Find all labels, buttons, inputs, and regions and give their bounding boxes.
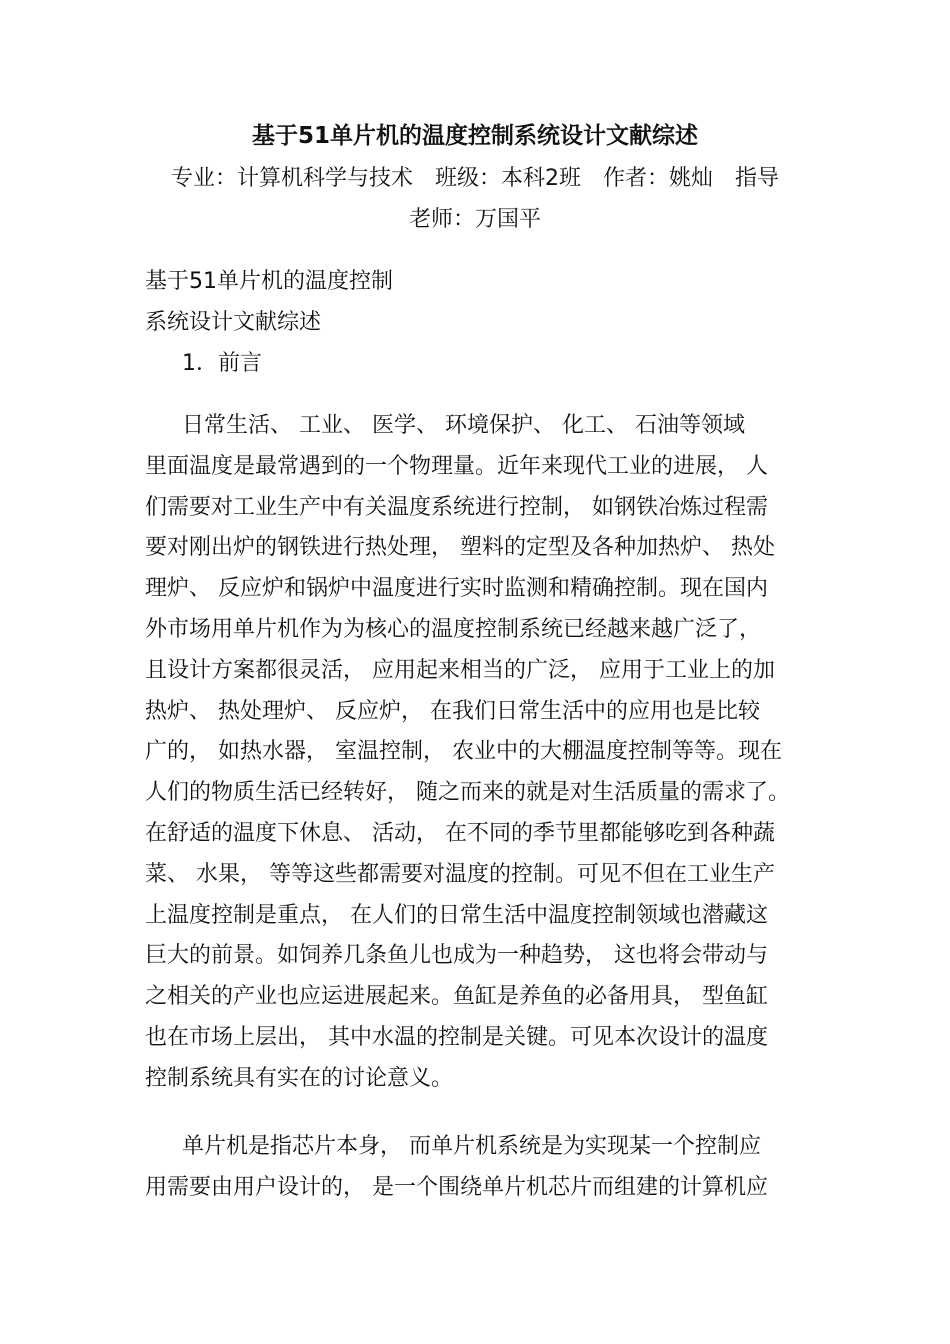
paragraph-line: 之相关的产业也应运进展起来。鱼缸是养鱼的必备用具， 型鱼缸 <box>145 984 768 1010</box>
paragraph-1 <box>145 406 810 1100</box>
paragraph-line: 要对刚出炉的钢铁进行热处理， 塑料的定型及各种加热炉、 热处 <box>145 535 775 561</box>
paragraph-line: 控制系统具有实在的讨论意义。 <box>145 1065 454 1091</box>
byline-author: 作者：姚灿 <box>602 166 713 191</box>
paragraph-line: 热炉、 热处理炉、 反应炉， 在我们日常生活中的应用也是比较 <box>145 698 760 724</box>
document-title: 基于51单片机的温度控制系统设计文献综述 <box>251 123 698 149</box>
paragraph-line: 里面温度是最常遇到的一个物理量。近年来现代工业的进展， 人 <box>145 453 768 479</box>
paragraph-line: 且设计方案都很灵活， 应用起来相当的广泛， 应用于工业上的加 <box>145 657 775 683</box>
paragraph-line: 日常生活、 工业、 医学、 环境保护、 化工、 石油等领域 <box>182 413 745 438</box>
byline-line-2: 老师：万国平 <box>408 207 541 232</box>
paragraph-line: 巨大的前景。如饲养几条鱼儿也成为一种趋势， 这也将会带动与 <box>145 943 768 969</box>
byline-major: 专业：计算机科学与技术 <box>170 166 413 191</box>
paragraph-line: 人们的物质生活已经转好， 随之而来的就是对生活质量的需求了。 <box>145 780 790 806</box>
paragraph-line: 广的， 如热水器， 室温控制， 农业中的大棚温度控制等等。现在 <box>145 739 782 765</box>
paragraph-line: 上温度控制是重点， 在人们的日常生活中温度控制领域也潜藏这 <box>145 902 768 928</box>
subtitle-line-2: 系统设计文献综述 <box>145 310 322 335</box>
section-heading-preface: 1．前言 <box>182 351 262 376</box>
byline-line-1 <box>145 158 805 199</box>
paragraph-line: 在舒适的温度下休息、 活动， 在不同的季节里都能够吃到各种蔬 <box>145 820 775 846</box>
byline-advisor-label: 指导 <box>735 166 780 191</box>
document-byline <box>145 158 805 240</box>
paragraph-line: 单片机是指芯片本身， 而单片机系统是为实现某一个控制应 <box>182 1134 761 1159</box>
paragraph-line: 也在市场上层出， 其中水温的控制是关键。可见本次设计的温度 <box>145 1024 768 1050</box>
paragraph-line: 用需要由用户设计的， 是一个围绕单片机芯片而组建的计算机应 <box>145 1174 768 1200</box>
paragraph-2 <box>145 1127 810 1209</box>
paragraph-line: 外市场用单片机作为为核心的温度控制系统已经越来越广泛了， <box>145 616 762 642</box>
paragraph-line: 们需要对工业生产中有关温度系统进行控制， 如钢铁冶炼过程需 <box>145 494 768 520</box>
paragraph-line: 菜、 水果， 等等这些都需要对温度的控制。可见不但在工业生产 <box>145 861 775 887</box>
byline-class: 班级：本科2班 <box>434 166 581 191</box>
paragraph-line: 理炉、 反应炉和锅炉中温度进行实时监测和精确控制。现在国内 <box>145 576 768 602</box>
subtitle-line-1: 基于51单片机的温度控制 <box>145 269 393 294</box>
